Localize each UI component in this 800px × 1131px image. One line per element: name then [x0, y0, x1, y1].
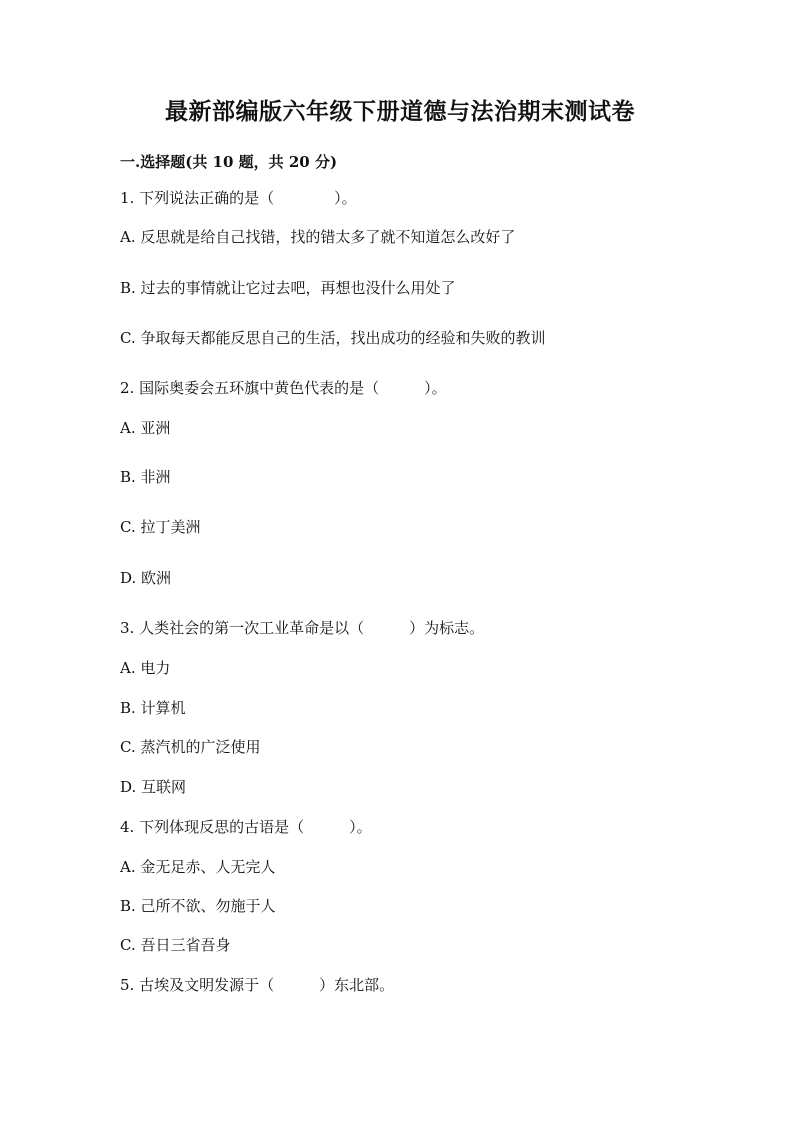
option-b: B. 计算机	[120, 699, 186, 717]
option-b: B. 过去的事情就让它过去吧，再想也没什么用处了	[120, 279, 456, 297]
question-stem: 5. 古埃及文明发源于（ ）东北部。	[120, 976, 395, 994]
option-a: A. 亚洲	[120, 419, 171, 437]
option-a: A. 金无足赤、人无完人	[120, 858, 276, 876]
option-a: A. 反思就是给自己找错，找的错太多了就不知道怎么改好了	[120, 228, 516, 246]
question-stem: 1. 下列说法正确的是（ ）。	[120, 189, 357, 207]
option-c: C. 蒸汽机的广泛使用	[120, 738, 261, 756]
option-a: A. 电力	[120, 659, 171, 677]
option-d: D. 欧洲	[120, 569, 172, 587]
option-c: C. 争取每天都能反思自己的生活，找出成功的经验和失败的教训	[120, 329, 546, 347]
option-c: C. 拉丁美洲	[120, 518, 201, 536]
option-d: D. 互联网	[120, 778, 187, 796]
option-b: B. 非洲	[120, 468, 171, 486]
option-b: B. 己所不欲、勿施于人	[120, 897, 276, 915]
question-stem: 4. 下列体现反思的古语是（ ）。	[120, 818, 372, 836]
section-heading: 一.选择题(共 10 题，共 20 分)	[120, 153, 338, 171]
question-stem: 3. 人类社会的第一次工业革命是以（ ）为标志。	[120, 619, 485, 637]
page-title: 最新部编版六年级下册道德与法治期末测试卷	[165, 98, 635, 125]
question-stem: 2. 国际奥委会五环旗中黄色代表的是（ ）。	[120, 379, 447, 397]
option-c: C. 吾日三省吾身	[120, 936, 231, 954]
